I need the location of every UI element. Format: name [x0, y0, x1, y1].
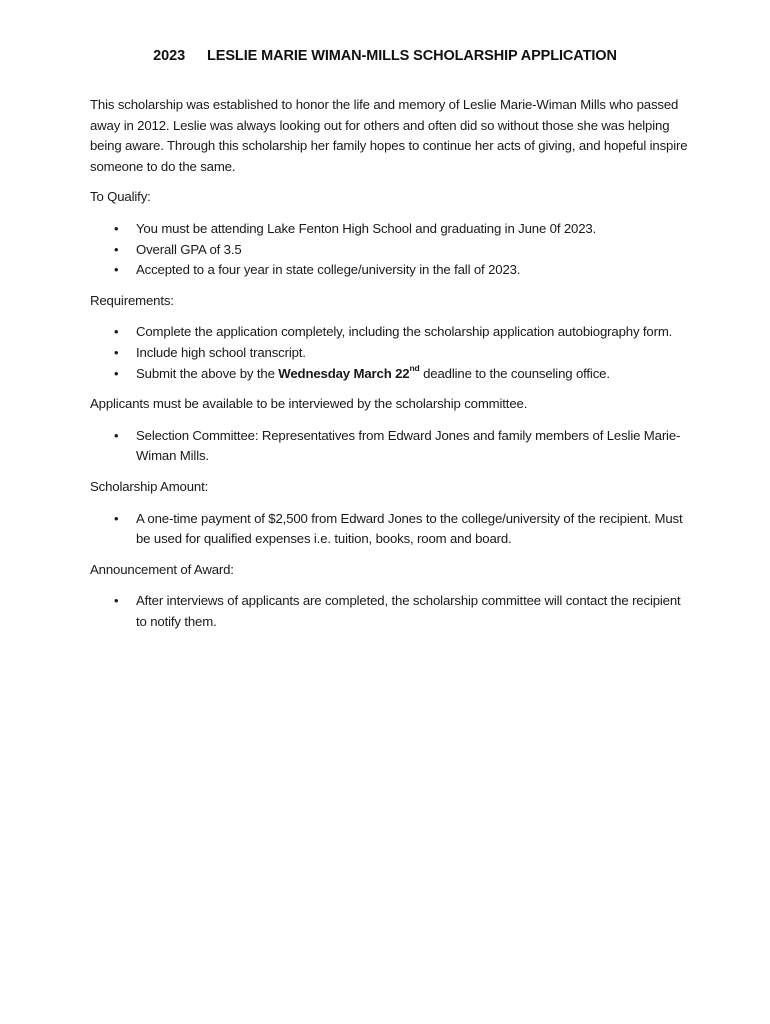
committee-list: [90, 426, 690, 467]
list-item: [90, 364, 690, 385]
document-body: [90, 95, 690, 642]
amount-list: [90, 509, 690, 550]
bullet-icon: •: [114, 344, 119, 360]
submit-suffix: deadline to the counseling office.: [419, 365, 610, 381]
list-item: [90, 219, 690, 240]
list-item: [90, 240, 690, 261]
list-item: [90, 343, 690, 364]
bullet-icon: •: [114, 220, 119, 236]
submit-prefix: Submit the above by the: [136, 365, 279, 381]
bullet-icon: •: [114, 593, 119, 609]
list-item: [90, 591, 690, 632]
amount-label: Scholarship Amount:: [90, 478, 209, 494]
deadline-ordinal: nd: [409, 363, 420, 374]
list-item: [90, 509, 690, 550]
bullet-icon: •: [114, 262, 119, 278]
deadline-date: Wednesday March 22: [278, 365, 410, 381]
interview-note: Applicants must be available to be interviewed by the scholarship committee.: [90, 396, 528, 412]
list-item-text: After interviews of applicants are completed, the scholarship committee will contact the recipient to notify them.: [136, 593, 681, 629]
list-item-text: A one-time payment of $2,500 from Edward Jones to the college/university of the recipient. Must be used for qualified expenses i.e. tuition, books, room and board.: [136, 510, 683, 547]
list-item-text: You must be attending Lake Fenton High School and graduating in June 0f 2023.: [136, 220, 597, 236]
page-title: [0, 48, 770, 64]
requirements-label: Requirements:: [90, 292, 174, 308]
list-item-text: Complete the application completely, including the scholarship application autobiography form.: [136, 324, 673, 340]
list-item: [90, 426, 690, 467]
list-item: [90, 322, 690, 343]
intro-paragraph: This scholarship was established to honor the life and memory of Leslie Marie-Wiman Mills who passed away in 2012. Leslie was always looking out for others and often did so without those she was helping being aware. Through this scholarship her family hopes to continue her acts of giving, and hopeful inspire someone to do the same.: [90, 97, 688, 174]
qualify-list: [90, 219, 690, 281]
requirements-list: [90, 322, 690, 384]
bullet-icon: •: [114, 365, 119, 381]
bullet-icon: •: [114, 510, 119, 526]
list-item-text: Accepted to a four year in state college/university in the fall of 2023.: [136, 262, 521, 278]
announcement-list: [90, 591, 690, 632]
bullet-icon: •: [114, 427, 119, 443]
announcement-label: Announcement of Award:: [90, 561, 234, 577]
title-name: LESLIE MARIE WIMAN-MILLS SCHOLARSHIP APPLICATION: [207, 48, 617, 64]
list-item-text: Include high school transcript.: [136, 344, 306, 360]
list-item: [90, 260, 690, 281]
bullet-icon: •: [114, 324, 119, 340]
qualify-label: To Qualify:: [90, 189, 151, 205]
list-item-text: Overall GPA of 3.5: [136, 241, 242, 257]
list-item-text: Selection Committee: Representatives from Edward Jones and family members of Leslie Marie-Wiman Mills.: [136, 427, 681, 464]
bullet-icon: •: [114, 241, 119, 257]
title-year: 2023: [153, 48, 186, 64]
